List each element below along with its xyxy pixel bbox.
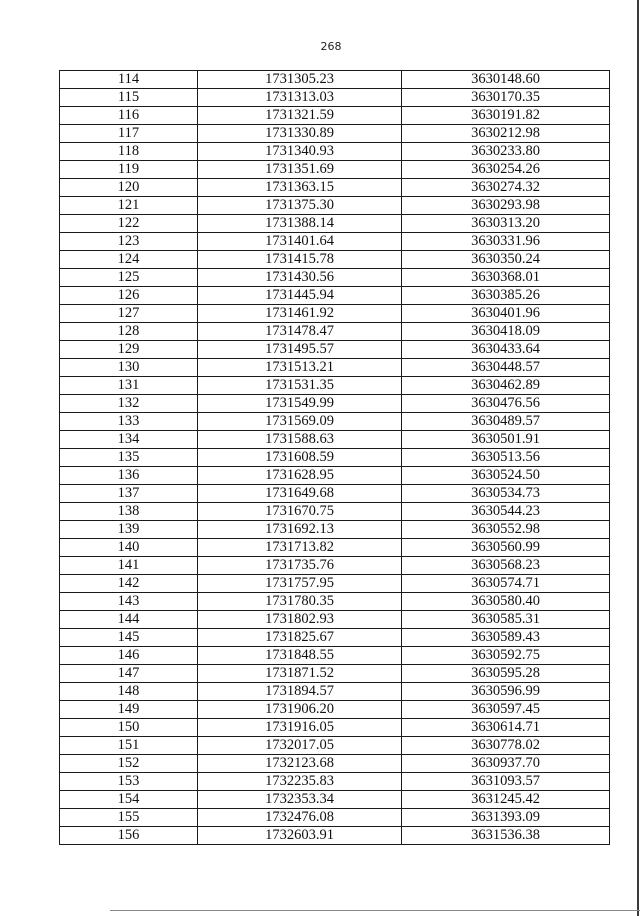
point-number-cell: 114 <box>60 71 198 89</box>
point-number-cell: 155 <box>60 809 198 827</box>
x-coordinate-cell: 1731401.64 <box>198 233 402 251</box>
y-coordinate-cell: 3631245.42 <box>402 791 610 809</box>
point-number-cell: 144 <box>60 611 198 629</box>
table-row <box>60 449 610 467</box>
point-number-cell: 143 <box>60 593 198 611</box>
x-coordinate-cell: 1731478.47 <box>198 323 402 341</box>
y-coordinate-cell: 3630614.71 <box>402 719 610 737</box>
point-number-cell: 133 <box>60 413 198 431</box>
coordinates-table-body <box>60 71 610 845</box>
y-coordinate-cell: 3630524.50 <box>402 467 610 485</box>
y-coordinate-cell: 3630148.60 <box>402 71 610 89</box>
x-coordinate-cell: 1731330.89 <box>198 125 402 143</box>
x-coordinate-cell: 1731649.68 <box>198 485 402 503</box>
point-number-cell: 117 <box>60 125 198 143</box>
point-number-cell: 135 <box>60 449 198 467</box>
x-coordinate-cell: 1731363.15 <box>198 179 402 197</box>
x-coordinate-cell: 1731569.09 <box>198 413 402 431</box>
y-coordinate-cell: 3630212.98 <box>402 125 610 143</box>
table-row <box>60 665 610 683</box>
x-coordinate-cell: 1731802.93 <box>198 611 402 629</box>
point-number-cell: 152 <box>60 755 198 773</box>
y-coordinate-cell: 3630331.96 <box>402 233 610 251</box>
point-number-cell: 122 <box>60 215 198 233</box>
x-coordinate-cell: 1732123.68 <box>198 755 402 773</box>
point-number-cell: 132 <box>60 395 198 413</box>
y-coordinate-cell: 3630170.35 <box>402 89 610 107</box>
table-row <box>60 593 610 611</box>
table-row <box>60 503 610 521</box>
x-coordinate-cell: 1732017.05 <box>198 737 402 755</box>
y-coordinate-cell: 3630592.75 <box>402 647 610 665</box>
x-coordinate-cell: 1731713.82 <box>198 539 402 557</box>
table-row <box>60 107 610 125</box>
x-coordinate-cell: 1731916.05 <box>198 719 402 737</box>
y-coordinate-cell: 3630597.45 <box>402 701 610 719</box>
y-coordinate-cell: 3630595.28 <box>402 665 610 683</box>
x-coordinate-cell: 1732235.83 <box>198 773 402 791</box>
y-coordinate-cell: 3630544.23 <box>402 503 610 521</box>
x-coordinate-cell: 1731461.92 <box>198 305 402 323</box>
table-row <box>60 539 610 557</box>
y-coordinate-cell: 3630778.02 <box>402 737 610 755</box>
y-coordinate-cell: 3630368.01 <box>402 269 610 287</box>
x-coordinate-cell: 1731588.63 <box>198 431 402 449</box>
x-coordinate-cell: 1731340.93 <box>198 143 402 161</box>
point-number-cell: 134 <box>60 431 198 449</box>
y-coordinate-cell: 3630476.56 <box>402 395 610 413</box>
y-coordinate-cell: 3630568.23 <box>402 557 610 575</box>
table-row <box>60 323 610 341</box>
point-number-cell: 125 <box>60 269 198 287</box>
point-number-cell: 115 <box>60 89 198 107</box>
x-coordinate-cell: 1732353.34 <box>198 791 402 809</box>
table-row <box>60 719 610 737</box>
x-coordinate-cell: 1731871.52 <box>198 665 402 683</box>
point-number-cell: 145 <box>60 629 198 647</box>
x-coordinate-cell: 1731549.99 <box>198 395 402 413</box>
y-coordinate-cell: 3630433.64 <box>402 341 610 359</box>
y-coordinate-cell: 3630233.80 <box>402 143 610 161</box>
point-number-cell: 153 <box>60 773 198 791</box>
point-number-cell: 136 <box>60 467 198 485</box>
x-coordinate-cell: 1731388.14 <box>198 215 402 233</box>
x-coordinate-cell: 1731375.30 <box>198 197 402 215</box>
table-row <box>60 359 610 377</box>
table-row <box>60 701 610 719</box>
y-coordinate-cell: 3630254.26 <box>402 161 610 179</box>
x-coordinate-cell: 1731531.35 <box>198 377 402 395</box>
x-coordinate-cell: 1731894.57 <box>198 683 402 701</box>
x-coordinate-cell: 1731313.03 <box>198 89 402 107</box>
table-row <box>60 161 610 179</box>
table-row <box>60 179 610 197</box>
point-number-cell: 128 <box>60 323 198 341</box>
point-number-cell: 141 <box>60 557 198 575</box>
table-row <box>60 485 610 503</box>
x-coordinate-cell: 1731780.35 <box>198 593 402 611</box>
y-coordinate-cell: 3630385.26 <box>402 287 610 305</box>
y-coordinate-cell: 3630552.98 <box>402 521 610 539</box>
point-number-cell: 150 <box>60 719 198 737</box>
x-coordinate-cell: 1731628.95 <box>198 467 402 485</box>
point-number-cell: 118 <box>60 143 198 161</box>
scan-edge-bottom <box>110 910 640 911</box>
x-coordinate-cell: 1731445.94 <box>198 287 402 305</box>
y-coordinate-cell: 3630274.32 <box>402 179 610 197</box>
table-row <box>60 215 610 233</box>
y-coordinate-cell: 3631093.57 <box>402 773 610 791</box>
y-coordinate-cell: 3630462.89 <box>402 377 610 395</box>
page-number: 268 <box>320 40 342 53</box>
y-coordinate-cell: 3630501.91 <box>402 431 610 449</box>
x-coordinate-cell: 1731670.75 <box>198 503 402 521</box>
y-coordinate-cell: 3630580.40 <box>402 593 610 611</box>
point-number-cell: 138 <box>60 503 198 521</box>
y-coordinate-cell: 3630574.71 <box>402 575 610 593</box>
table-row <box>60 125 610 143</box>
table-row <box>60 377 610 395</box>
point-number-cell: 149 <box>60 701 198 719</box>
table-row <box>60 251 610 269</box>
table-row <box>60 287 610 305</box>
table-row <box>60 557 610 575</box>
y-coordinate-cell: 3630313.20 <box>402 215 610 233</box>
x-coordinate-cell: 1731692.13 <box>198 521 402 539</box>
x-coordinate-cell: 1731430.56 <box>198 269 402 287</box>
table-row <box>60 233 610 251</box>
table-row <box>60 395 610 413</box>
table-row <box>60 143 610 161</box>
table-row <box>60 467 610 485</box>
y-coordinate-cell: 3630418.09 <box>402 323 610 341</box>
y-coordinate-cell: 3630937.70 <box>402 755 610 773</box>
y-coordinate-cell: 3631393.09 <box>402 809 610 827</box>
x-coordinate-cell: 1731825.67 <box>198 629 402 647</box>
table-row <box>60 791 610 809</box>
x-coordinate-cell: 1731305.23 <box>198 71 402 89</box>
y-coordinate-cell: 3630596.99 <box>402 683 610 701</box>
x-coordinate-cell: 1731757.95 <box>198 575 402 593</box>
point-number-cell: 121 <box>60 197 198 215</box>
point-number-cell: 139 <box>60 521 198 539</box>
y-coordinate-cell: 3630560.99 <box>402 539 610 557</box>
table-row <box>60 521 610 539</box>
point-number-cell: 148 <box>60 683 198 701</box>
point-number-cell: 123 <box>60 233 198 251</box>
x-coordinate-cell: 1731495.57 <box>198 341 402 359</box>
point-number-cell: 119 <box>60 161 198 179</box>
x-coordinate-cell: 1731735.76 <box>198 557 402 575</box>
y-coordinate-cell: 3630448.57 <box>402 359 610 377</box>
point-number-cell: 120 <box>60 179 198 197</box>
table-row <box>60 773 610 791</box>
scan-edge-right <box>637 0 639 916</box>
x-coordinate-cell: 1731513.21 <box>198 359 402 377</box>
x-coordinate-cell: 1731906.20 <box>198 701 402 719</box>
y-coordinate-cell: 3630589.43 <box>402 629 610 647</box>
table-row <box>60 197 610 215</box>
y-coordinate-cell: 3630401.96 <box>402 305 610 323</box>
table-row <box>60 89 610 107</box>
point-number-cell: 127 <box>60 305 198 323</box>
point-number-cell: 129 <box>60 341 198 359</box>
table-row <box>60 269 610 287</box>
x-coordinate-cell: 1731321.59 <box>198 107 402 125</box>
table-row <box>60 683 610 701</box>
table-row <box>60 431 610 449</box>
x-coordinate-cell: 1732476.08 <box>198 809 402 827</box>
table-row <box>60 413 610 431</box>
y-coordinate-cell: 3630534.73 <box>402 485 610 503</box>
point-number-cell: 147 <box>60 665 198 683</box>
point-number-cell: 140 <box>60 539 198 557</box>
y-coordinate-cell: 3630585.31 <box>402 611 610 629</box>
table-row <box>60 827 610 845</box>
table-row <box>60 809 610 827</box>
point-number-cell: 142 <box>60 575 198 593</box>
y-coordinate-cell: 3630489.57 <box>402 413 610 431</box>
point-number-cell: 116 <box>60 107 198 125</box>
point-number-cell: 126 <box>60 287 198 305</box>
y-coordinate-cell: 3631536.38 <box>402 827 610 845</box>
table-row <box>60 71 610 89</box>
table-row <box>60 755 610 773</box>
point-number-cell: 156 <box>60 827 198 845</box>
x-coordinate-cell: 1731351.69 <box>198 161 402 179</box>
y-coordinate-cell: 3630350.24 <box>402 251 610 269</box>
table-row <box>60 611 610 629</box>
point-number-cell: 131 <box>60 377 198 395</box>
table-row <box>60 575 610 593</box>
point-number-cell: 137 <box>60 485 198 503</box>
x-coordinate-cell: 1731848.55 <box>198 647 402 665</box>
table-row <box>60 341 610 359</box>
x-coordinate-cell: 1732603.91 <box>198 827 402 845</box>
point-number-cell: 154 <box>60 791 198 809</box>
table-row <box>60 737 610 755</box>
coordinates-table <box>59 70 610 845</box>
point-number-cell: 146 <box>60 647 198 665</box>
point-number-cell: 124 <box>60 251 198 269</box>
x-coordinate-cell: 1731415.78 <box>198 251 402 269</box>
table-row <box>60 647 610 665</box>
table-row <box>60 305 610 323</box>
y-coordinate-cell: 3630293.98 <box>402 197 610 215</box>
y-coordinate-cell: 3630513.56 <box>402 449 610 467</box>
point-number-cell: 130 <box>60 359 198 377</box>
point-number-cell: 151 <box>60 737 198 755</box>
table-row <box>60 629 610 647</box>
x-coordinate-cell: 1731608.59 <box>198 449 402 467</box>
y-coordinate-cell: 3630191.82 <box>402 107 610 125</box>
